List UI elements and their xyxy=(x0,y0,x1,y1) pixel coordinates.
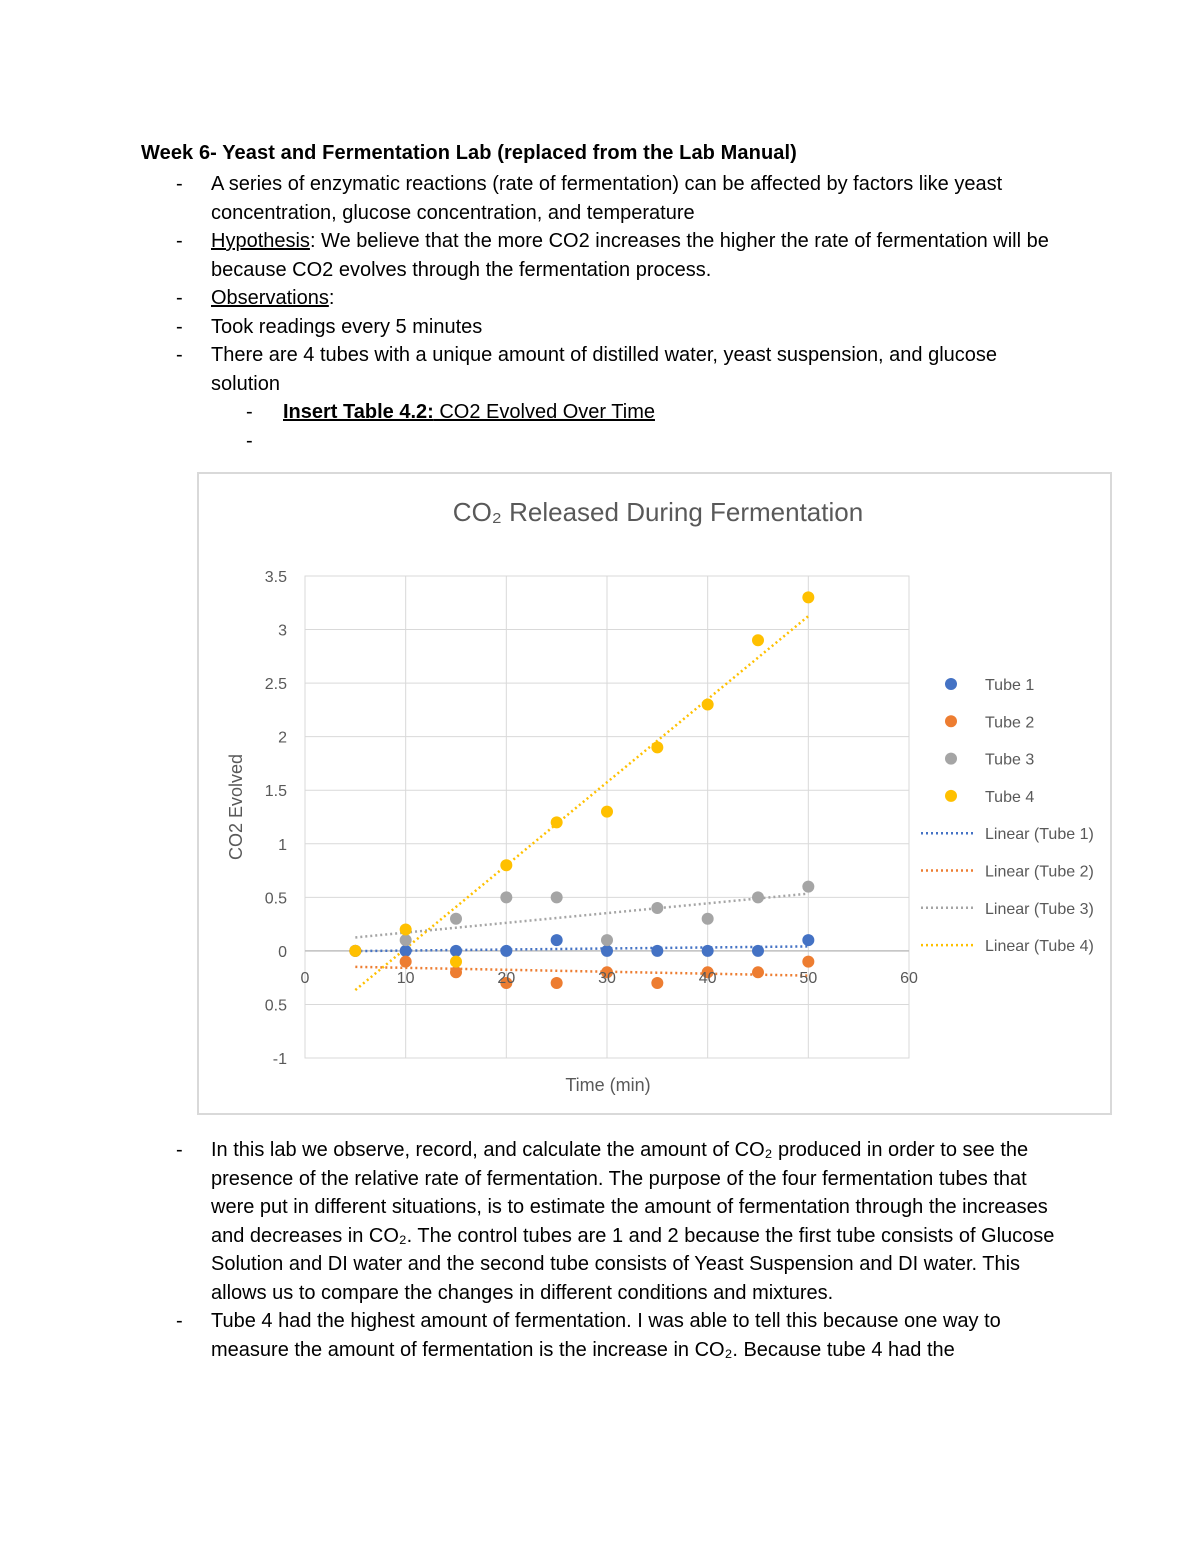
data-point-tube-4 xyxy=(802,591,814,603)
trendline-tube-3 xyxy=(355,894,808,938)
y-tick-label: 2.5 xyxy=(264,676,287,694)
hypothesis-label: Hypothesis xyxy=(211,230,310,252)
data-point-tube-4 xyxy=(551,816,563,828)
x-tick-label: 50 xyxy=(799,969,818,987)
list-item xyxy=(0,398,983,427)
data-point-tube-3 xyxy=(802,881,814,893)
data-point-tube-4 xyxy=(651,741,663,753)
data-point-tube-3 xyxy=(400,934,412,946)
bullet-text: In this lab we observe, record, and calculate the amount of CO₂ produced in order to see the presence of the relative rate of fermentation. The purpose of the four fermentation tubes that were put in different situations, is to estimate the amount of fermentation through the increases and decreases in CO₂. The control tubes are 1 and 2 because the first tube consists of Glucose Solution and DI water and the second tube consists of Yeast Suspension and DI water. This allows us to compare the changes in different conditions and mixtures. xyxy=(211,1139,1055,1304)
bullet-dash: - xyxy=(176,1139,183,1161)
trendline-tube-4 xyxy=(355,616,808,990)
list-item xyxy=(0,227,1071,284)
bottom-bullet-list xyxy=(0,1136,1071,1364)
list-item xyxy=(0,170,1071,227)
data-point-tube-1 xyxy=(551,934,563,946)
data-point-tube-3 xyxy=(752,891,764,903)
y-tick-label: -1 xyxy=(272,1051,287,1068)
data-point-tube-2 xyxy=(651,977,663,989)
sub-list-container xyxy=(0,398,860,452)
legend-label: Tube 3 xyxy=(985,751,1035,769)
data-point-tube-3 xyxy=(450,913,462,925)
data-point-tube-3 xyxy=(702,913,714,925)
data-point-tube-4 xyxy=(500,859,512,871)
legend-label: Linear (Tube 3) xyxy=(985,900,1094,918)
data-point-tube-2 xyxy=(450,966,462,978)
bullet-text: : xyxy=(328,287,335,309)
chart xyxy=(197,472,1112,1115)
bullet-dash: - xyxy=(176,287,183,309)
table-insert-label: Insert Table 4.2: xyxy=(283,401,434,423)
legend-label: Linear (Tube 2) xyxy=(985,863,1094,881)
data-point-tube-1 xyxy=(702,945,714,957)
legend-marker xyxy=(945,790,957,802)
y-tick-label: 1 xyxy=(278,836,287,854)
data-point-tube-2 xyxy=(551,977,563,989)
sub-bullet-list xyxy=(0,398,860,452)
data-point-tube-1 xyxy=(500,945,512,957)
data-point-tube-3 xyxy=(651,902,663,914)
legend-label: Tube 4 xyxy=(985,788,1035,806)
data-point-tube-4 xyxy=(752,634,764,646)
list-item xyxy=(0,1307,1071,1364)
data-point-tube-1 xyxy=(450,945,462,957)
data-point-tube-2 xyxy=(400,956,412,968)
x-axis-label: Time (min) xyxy=(565,1075,651,1095)
table-insert-text: CO2 Evolved Over Time xyxy=(433,401,655,423)
bullet-dash: - xyxy=(176,315,183,338)
y-tick-label: 0.5 xyxy=(264,890,287,908)
data-point-tube-1 xyxy=(802,934,814,946)
legend-label: Tube 1 xyxy=(985,677,1035,694)
x-tick-label: 0 xyxy=(300,969,310,987)
trendline-tube-2 xyxy=(355,967,808,976)
bullet-text: : We believe that the more CO2 increases the higher the rate of fermentation will be because CO2 evolves through the fermentation process. xyxy=(211,230,1049,281)
data-point-tube-4 xyxy=(450,956,462,968)
data-point-tube-2 xyxy=(752,966,764,978)
bullet-text: Took readings every 5 minutes xyxy=(211,315,483,338)
bullet-dash: - xyxy=(176,230,183,252)
top-bullet-list xyxy=(0,170,1071,452)
bullet-dash: - xyxy=(176,1310,183,1332)
x-tick-label: 20 xyxy=(497,969,516,987)
y-tick-label: 1.5 xyxy=(264,783,287,801)
bullet-dash: - xyxy=(246,401,253,423)
y-tick-label: 3 xyxy=(278,622,287,640)
list-item xyxy=(0,341,1071,398)
data-point-tube-1 xyxy=(601,945,613,957)
legend-label: Tube 2 xyxy=(985,714,1035,732)
page-title: Week 6- Yeast and Fermentation Lab (replaced from the Lab Manual) xyxy=(141,142,797,164)
bullet-text: There are 4 tubes with a unique amount of distilled water, yeast suspension, and glucose solution xyxy=(211,344,998,395)
data-point-tube-4 xyxy=(702,699,714,711)
bullet-dash: - xyxy=(176,344,183,366)
bullet-text: A series of enzymatic reactions (rate of fermentation) can be affected by factors like yeast concentration, glucose concentration, and temperature xyxy=(211,173,1003,224)
x-tick-label: 40 xyxy=(698,969,717,987)
data-point-tube-4 xyxy=(601,806,613,818)
legend-label: Linear (Tube 1) xyxy=(985,826,1094,844)
x-tick-label: 60 xyxy=(900,969,918,987)
x-tick-label: 30 xyxy=(598,969,616,987)
bullet-text: Tube 4 had the highest amount of fermentation. I was able to tell this because one way to measure the amount of fermentation is the increase in CO₂. Because tube 4 had the xyxy=(211,1310,1001,1361)
x-tick-label: 10 xyxy=(396,969,415,987)
chart-title: CO₂ Released During Fermentation xyxy=(452,497,864,527)
bullet-dash: - xyxy=(246,429,253,452)
y-tick-label: 2 xyxy=(278,729,287,747)
legend-label: Linear (Tube 4) xyxy=(985,938,1094,956)
data-point-tube-3 xyxy=(601,934,613,946)
legend-marker xyxy=(945,678,957,690)
legend-marker xyxy=(945,715,957,727)
data-point-tube-4 xyxy=(349,945,361,957)
data-point-tube-3 xyxy=(500,891,512,903)
data-point-tube-2 xyxy=(802,956,814,968)
data-point-tube-1 xyxy=(752,945,764,957)
y-axis-label: CO2 Evolved xyxy=(226,753,246,861)
data-point-tube-1 xyxy=(400,945,412,957)
list-item xyxy=(0,1136,1071,1307)
y-tick-label: 0.5 xyxy=(264,997,287,1015)
data-point-tube-3 xyxy=(551,891,563,903)
chart-svg xyxy=(199,474,1110,1113)
observations-label: Observations xyxy=(211,287,329,309)
data-point-tube-1 xyxy=(651,945,663,957)
y-tick-label: 3.5 xyxy=(264,569,287,586)
y-tick-label: 0 xyxy=(278,943,287,961)
list-item xyxy=(0,313,1071,342)
legend-marker xyxy=(945,753,957,765)
list-item xyxy=(0,284,1071,313)
bullet-dash: - xyxy=(176,173,183,195)
data-point-tube-4 xyxy=(400,923,412,935)
